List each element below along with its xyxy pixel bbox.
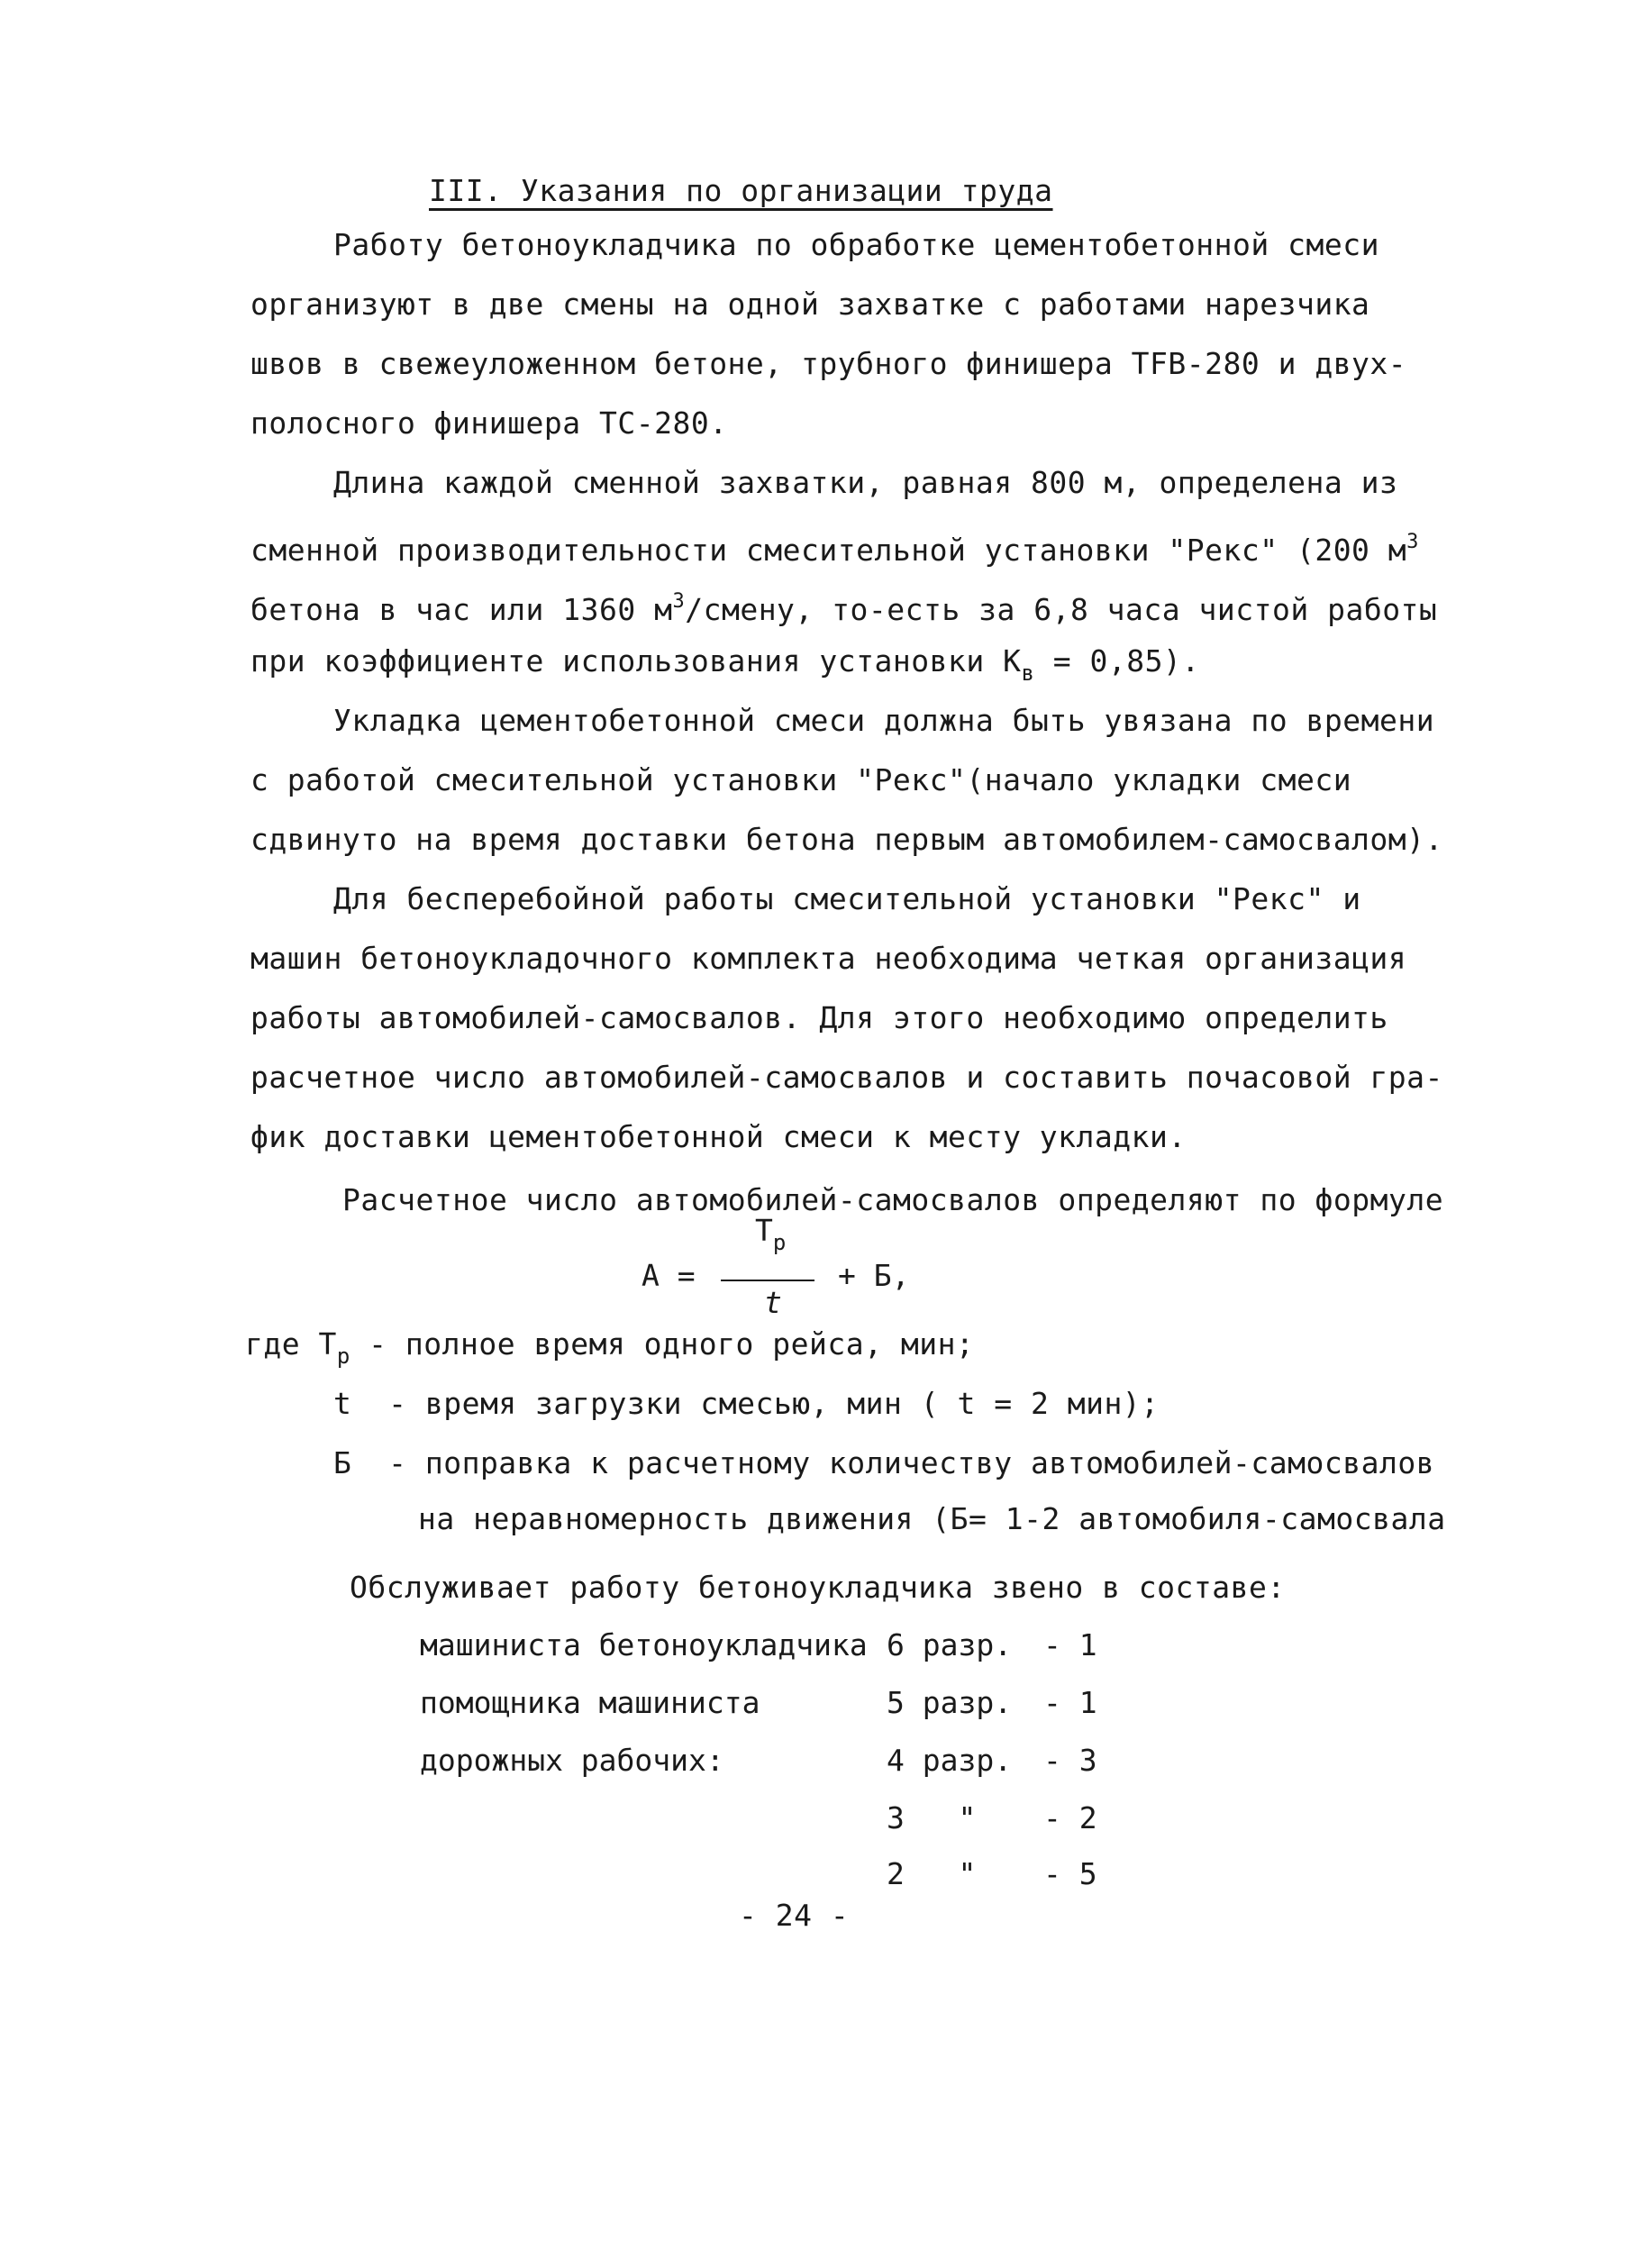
crew-grade-1: 6 разр.: [887, 1627, 1013, 1662]
crew-count-1: - 1: [1043, 1627, 1097, 1662]
crew-grade-4: 3 ": [887, 1800, 977, 1835]
para4-line4: расчетное число автомобилей-самосвалов и составить почасовой гра-: [250, 1060, 1443, 1095]
crew-role-3: дорожных рабочих:: [420, 1743, 724, 1778]
para1-line4: полосного финишера ТС-280.: [250, 405, 728, 441]
para1-line2: организуют в две смены на одной захватке с работами нарезчика: [250, 287, 1370, 322]
para3-line2: с работой смесительной установки "Рекс"(начало укладки смеси: [250, 762, 1352, 797]
crew-intro: Обслуживает работу бетоноукладчика звено в составе:: [350, 1570, 1286, 1605]
crew-grade-5: 2 ": [887, 1856, 977, 1891]
para1-line1: Работу бетоноукладчика по обработке цементобетонной смеси: [333, 227, 1379, 262]
para4-line1: Для бесперебойной работы смесительной установки "Рекс" и: [333, 881, 1361, 916]
para2-line3: бетона в час или 1360 $м^3$/смену, то-есть за 6,8 часа чистой работы: [250, 590, 1438, 627]
page-number: - 24 -: [739, 1898, 850, 1933]
crew-count-3: - 3: [1043, 1743, 1097, 1778]
formula-fraction-bar: [721, 1280, 814, 1281]
para4-line5: фик доставки цементобетонной смеси к месту укладки.: [250, 1119, 1187, 1154]
crew-grade-3: 4 разр.: [887, 1743, 1013, 1778]
para3-line1: Укладка цементобетонной смеси должна быть увязана по времени: [333, 703, 1435, 738]
para3-line3: сдвинуто на время доставки бетона первым автомобилем-самосвалом).: [250, 822, 1443, 857]
para4-line3: работы автомобилей-самосвалов. Для этого необходимо определить: [250, 1000, 1388, 1035]
formula-lhs: А =: [642, 1258, 696, 1293]
formula-numerator: $Т_р$: [755, 1213, 787, 1255]
para2-line2: сменной производительности смесительной установки "Рекс" (200 $м^3$: [250, 531, 1419, 568]
crew-role-2: помощника машиниста: [420, 1685, 760, 1720]
para4-line2: машин бетоноукладочного комплекта необходима четкая организация: [250, 941, 1407, 976]
crew-count-4: - 2: [1043, 1800, 1097, 1835]
formula-denominator: t: [764, 1285, 782, 1320]
legend-line4: на неравномерность движения (Б= 1-2 автомобиля-самосвала: [418, 1501, 1446, 1536]
formula-rhs: + Б,: [838, 1258, 910, 1293]
crew-role-1: машиниста бетоноукладчика: [420, 1627, 868, 1662]
legend-line3: Б - поправка к расчетному количеству автомобилей-самосвалов: [333, 1445, 1435, 1480]
section-heading: III. Указания по организации труда: [429, 173, 1053, 208]
formula-intro: Расчетное число автомобилей-самосвалов определяют по формуле: [342, 1182, 1444, 1217]
crew-count-2: - 1: [1043, 1685, 1097, 1720]
crew-count-5: - 5: [1043, 1856, 1097, 1891]
legend-line1: где $Т_р$ - полное время одного рейса, мин;: [245, 1326, 975, 1369]
crew-grade-2: 5 разр.: [887, 1685, 1013, 1720]
para1-line3: швов в свежеуложенном бетоне, трубного финишера ТFВ-280 и двух-: [250, 346, 1407, 381]
legend-line2: t - время загрузки смесью, мин ( t = 2 мин);: [333, 1386, 1160, 1421]
para2-line4: при коэффициенте использования установки $К_в = 0,85$).: [250, 643, 1200, 686]
para2-line1: Длина каждой сменной захватки, равная 800 м, определена из: [333, 465, 1398, 500]
